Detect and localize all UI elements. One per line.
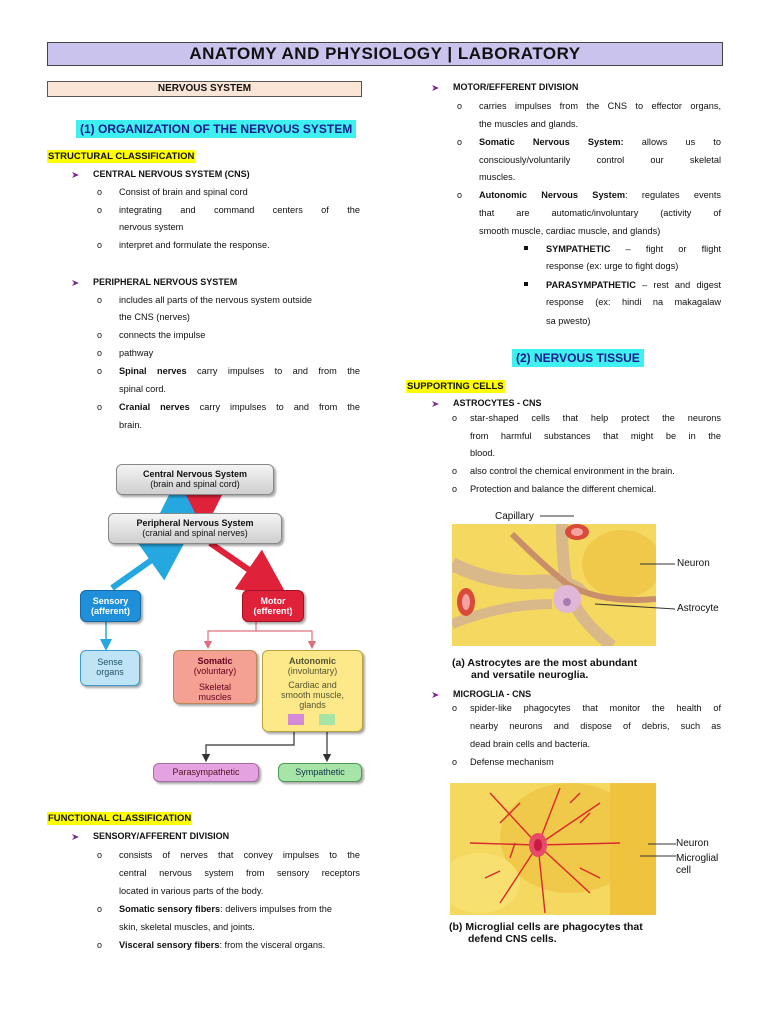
neuron-label-b: Neuron xyxy=(676,838,709,849)
sensory-box-label: Sensory xyxy=(92,596,129,606)
pns-item-3: pathway xyxy=(119,348,154,358)
sensory-box xyxy=(80,590,141,622)
functional-label: FUNCTIONAL CLASSIFICATION xyxy=(48,813,192,824)
parasympathetic-box: Parasympathetic xyxy=(153,763,259,782)
bullet-arrow-icon xyxy=(431,690,441,700)
fig-b-caption-2: defend CNS cells. xyxy=(468,933,557,945)
astro-line-3: blood. xyxy=(470,448,496,458)
motor-title: MOTOR/EFFERENT DIVISION xyxy=(453,82,579,92)
microglial-label-1: Microglial xyxy=(676,853,719,864)
sensory-line-3: located in various parts of the body. xyxy=(119,886,264,896)
somatic-sensory-bold: Somatic sensory fibers xyxy=(119,904,221,914)
circle-bullet-icon: o xyxy=(97,205,103,215)
motor-line-1: carries impulses from the CNS to effector organs, xyxy=(479,101,721,111)
skeletal-label: Skeletal xyxy=(198,682,232,692)
sensory-title: SENSORY/AFFERENT DIVISION xyxy=(93,831,230,841)
cranial-bold: Cranial nerves xyxy=(119,402,190,412)
cardiac-line-2: smooth muscle, xyxy=(280,690,345,700)
cns-title: CENTRAL NERVOUS SYSTEM (CNS) xyxy=(93,169,250,179)
micro-line-2: nearby neurons and dispose of debris, such as xyxy=(470,721,721,731)
motor-line-2: the muscles and glands. xyxy=(479,119,579,129)
autonomic-box-label: Autonomic xyxy=(289,656,336,666)
circle-bullet-icon: o xyxy=(97,366,103,376)
cns-box-label: Central Nervous System xyxy=(142,469,248,479)
spinal-rest: carry impulses to and from the xyxy=(186,366,360,376)
symp-swatch xyxy=(319,714,335,725)
visceral-line xyxy=(119,936,325,954)
parasympathetic-line xyxy=(546,276,721,294)
microglia-drawing xyxy=(450,783,656,915)
sensory-box-sub: (afferent) xyxy=(90,606,130,616)
circle-bullet-icon: o xyxy=(452,757,458,767)
motor-line-5: that are automatic/involuntary (activity of xyxy=(479,208,721,218)
cardiac-line-1: Cardiac and xyxy=(288,680,337,690)
circle-bullet-icon: o xyxy=(452,413,458,423)
bullet-arrow-icon xyxy=(71,278,81,288)
pns-item-4b: spinal cord. xyxy=(119,384,166,394)
micro-line-4: Defense mechanism xyxy=(470,757,554,767)
pns-item-2: connects the impulse xyxy=(119,330,206,340)
bullet-arrow-icon xyxy=(431,83,441,93)
pns-box xyxy=(108,513,282,544)
sensory-line-2: central nervous system from sensory receptors xyxy=(119,868,360,878)
page-title: ANATOMY AND PHYSIOLOGY | LABORATORY xyxy=(47,42,723,66)
sympathetic-bold: SYMPATHETIC xyxy=(546,244,611,254)
spinal-nerves-line xyxy=(119,362,360,380)
cns-box-sub: (brain and spinal cord) xyxy=(150,479,240,489)
somatic-sensory-line xyxy=(119,900,360,918)
fig-a-caption-2: and versatile neuroglia. xyxy=(471,669,589,681)
autonomic-ns-rest: : regulates events xyxy=(625,190,721,200)
section2-heading xyxy=(512,349,644,367)
pns-item-5b: brain. xyxy=(119,420,142,430)
cranial-rest: carry impulses to and from the xyxy=(189,402,361,412)
sympathetic-line-2: response (ex: urge to fight dogs) xyxy=(546,261,679,271)
circle-bullet-icon: o xyxy=(452,466,458,476)
microglia-title: MICROGLIA - CNS xyxy=(453,689,532,699)
functional-heading xyxy=(47,808,192,826)
cranial-nerves-line xyxy=(119,398,360,416)
autonomic-box-sub: (involuntary) xyxy=(287,666,338,676)
sense-organs-box xyxy=(80,650,140,686)
autonomic-box xyxy=(262,650,363,732)
section2-title: (2) NERVOUS TISSUE xyxy=(512,349,644,367)
autonomic-ns-bold: Autonomic Nervous System xyxy=(479,190,625,200)
astro-line-1: star-shaped cells that help protect the neurons xyxy=(470,413,721,423)
sensory-line-1: consists of nerves that convey impulses to the xyxy=(119,850,360,860)
bullet-arrow-icon xyxy=(71,170,81,180)
cns-item-3: interpret and formulate the response. xyxy=(119,240,270,250)
circle-bullet-icon: o xyxy=(97,402,103,412)
circle-bullet-icon: o xyxy=(457,137,463,147)
fig-a-caption-1: (a) Astrocytes are the most abundant xyxy=(452,657,638,669)
pns-item-1: includes all parts of the nervous system outside xyxy=(119,295,313,305)
astrocyte-leaders xyxy=(540,512,680,612)
circle-bullet-icon: o xyxy=(97,348,103,358)
diagram-arrows xyxy=(76,455,366,790)
somatic-sensory-rest: : delivers impulses from the xyxy=(220,904,332,914)
supporting-label: SUPPORTING CELLS xyxy=(407,381,504,392)
astro-line-5: Protection and balance the different chemical. xyxy=(470,484,657,494)
capillary-label: Capillary xyxy=(495,511,534,522)
autonomic-ns-line xyxy=(479,186,721,204)
motor-box xyxy=(242,590,304,622)
skeletal-sub: muscles xyxy=(198,692,232,702)
somatic-ns-bold: Somatic Nervous System: xyxy=(479,137,624,147)
astrocytes-title: ASTROCYTES - CNS xyxy=(453,398,542,408)
motor-box-sub: (efferent) xyxy=(253,606,293,616)
motor-line-6: smooth muscle, cardiac muscle, and glands) xyxy=(479,226,661,236)
cns-item-2: integrating and command centers of the xyxy=(119,205,360,215)
circle-bullet-icon: o xyxy=(97,850,103,860)
circle-bullet-icon: o xyxy=(97,330,103,340)
structural-heading xyxy=(47,146,195,164)
square-bullet-icon xyxy=(524,282,528,286)
section1-heading xyxy=(76,120,356,138)
cns-item-2b: nervous system xyxy=(119,222,184,232)
supporting-heading xyxy=(406,376,505,394)
somatic-ns-rest: allows us to xyxy=(623,137,721,147)
micro-line-3: dead brain cells and bacteria. xyxy=(470,739,591,749)
microglial-label-2: cell xyxy=(676,865,692,876)
spinal-bold: Spinal nerves xyxy=(119,366,187,376)
micro-line-1: spider-like phagocytes that monitor the health of xyxy=(470,703,721,713)
sense-box-sub: organs xyxy=(96,667,124,677)
microglia-illustration xyxy=(450,783,656,915)
somatic-box xyxy=(173,650,257,704)
visceral-bold: Visceral sensory fibers xyxy=(119,940,220,950)
cardiac-line-3: glands xyxy=(299,700,326,710)
sense-box-label: Sense xyxy=(97,657,123,667)
microglia-leaders xyxy=(640,840,680,860)
section1-title: (1) ORGANIZATION OF THE NERVOUS SYSTEM xyxy=(76,120,356,138)
pns-item-1b: the CNS (nerves) xyxy=(119,312,190,322)
astro-line-2: from harmful substances that might be in the xyxy=(470,431,721,441)
sympathetic-box: Sympathetic xyxy=(278,763,362,782)
astro-line-4: also control the chemical environment in the brain. xyxy=(470,466,675,476)
somatic-ns-line xyxy=(479,133,721,151)
circle-bullet-icon: o xyxy=(97,940,103,950)
somatic-box-sub: (voluntary) xyxy=(193,666,237,676)
circle-bullet-icon: o xyxy=(457,101,463,111)
parasympathetic-line-2: response (ex: hindi na makagalaw xyxy=(546,297,721,307)
motor-line-4: muscles. xyxy=(479,172,516,182)
bullet-arrow-icon xyxy=(71,832,81,842)
fig-b-caption-1: (b) Microglial cells are phagocytes that xyxy=(449,921,643,933)
structural-label: STRUCTURAL CLASSIFICATION xyxy=(48,151,195,162)
circle-bullet-icon: o xyxy=(452,703,458,713)
sensory-line-4: skin, skeletal muscles, and joints. xyxy=(119,922,255,932)
circle-bullet-icon: o xyxy=(97,187,103,197)
circle-bullet-icon: o xyxy=(457,190,463,200)
parasympathetic-rest: – rest and digest xyxy=(635,280,721,290)
parasympathetic-bold: PARASYMPATHETIC xyxy=(546,280,636,290)
pns-title: PERIPHERAL NERVOUS SYSTEM xyxy=(93,277,238,287)
neuron-label-a: Neuron xyxy=(677,558,710,569)
cns-box xyxy=(116,464,274,495)
visceral-rest: : from the visceral organs. xyxy=(219,940,326,950)
astrocyte-label: Astrocyte xyxy=(677,603,719,614)
circle-bullet-icon: o xyxy=(97,295,103,305)
pns-box-label: Peripheral Nervous System xyxy=(136,518,254,528)
sympathetic-rest: – fight or flight xyxy=(610,244,721,254)
somatic-box-label: Somatic xyxy=(197,656,233,666)
nervous-system-diagram xyxy=(76,455,366,790)
para-swatch xyxy=(288,714,304,725)
bullet-arrow-icon xyxy=(431,399,441,409)
nervous-system-label: NERVOUS SYSTEM xyxy=(47,81,362,97)
square-bullet-icon xyxy=(524,246,528,250)
cns-item-1: Consist of brain and spinal cord xyxy=(119,187,248,197)
motor-box-label: Motor xyxy=(260,596,286,606)
pns-box-sub: (cranial and spinal nerves) xyxy=(142,528,248,538)
circle-bullet-icon: o xyxy=(452,484,458,494)
parasympathetic-line-3: sa pwesto) xyxy=(546,316,591,326)
circle-bullet-icon: o xyxy=(97,904,103,914)
motor-line-3: consciously/voluntarily control our skeletal xyxy=(479,155,721,165)
circle-bullet-icon: o xyxy=(97,240,103,250)
sympathetic-line xyxy=(546,240,721,258)
